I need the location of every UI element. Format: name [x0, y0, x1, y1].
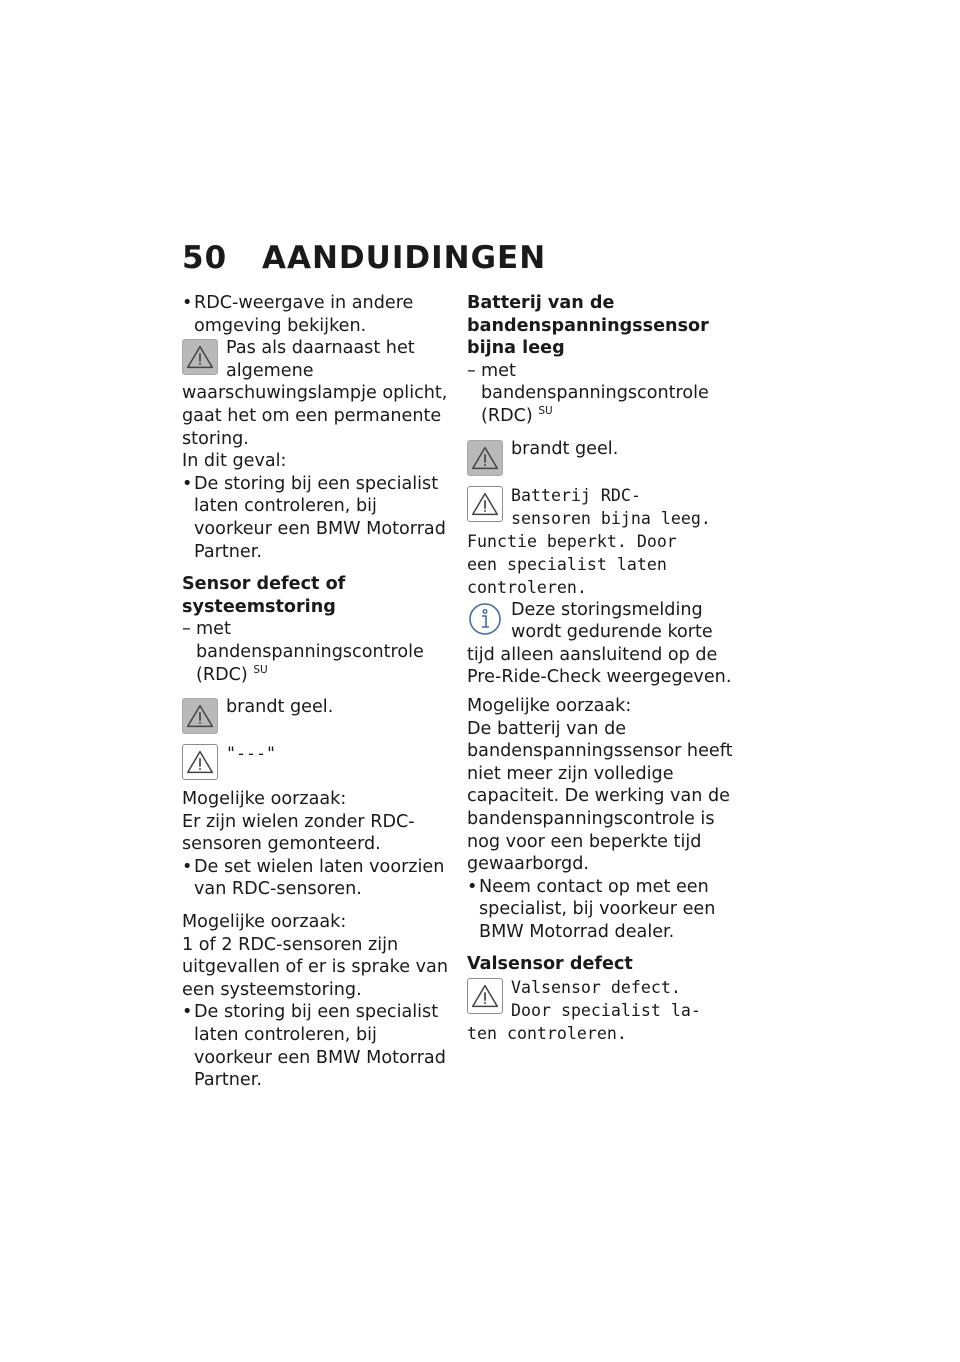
info-icon: [467, 601, 503, 637]
list-item: • De storing bij een specialist laten controleren, bij voorkeur een BMW Motorrad Partner.: [182, 1001, 450, 1091]
display-line: Valsensor defect.: [511, 978, 681, 998]
info-line: Deze storingsmelding: [511, 599, 703, 620]
cause-text: 1 of 2 RDC-sensoren zijn uitgevallen of er is sprake van een systeemstoring.: [182, 934, 448, 1000]
warning-triangle-icon: [182, 339, 218, 375]
section-heading: Batterij van de bandenspanningssensor bijna leeg: [467, 293, 709, 359]
indicator-text: brandt geel.: [511, 438, 619, 459]
cause-text: De batterij van de bandenspanningssensor heeft niet meer zijn volledige capaciteit. De werking van de bandenspanningscontrole is nog voor een beperkte tijd gewaarborgd.: [467, 718, 733, 875]
warning-triangle-icon: [182, 698, 218, 734]
display-line: een specialist laten: [467, 554, 667, 574]
page-title: AANDUIDINGEN: [262, 240, 547, 276]
list-item: • RDC-weergave in andere omgeving bekijken.: [182, 292, 450, 337]
info-text: tijd alleen aansluitend op de Pre-Ride-Check weergegeven.: [467, 644, 732, 688]
display-line: Functie beperkt. Door: [467, 531, 677, 551]
warning-triangle-outline-icon: [467, 978, 503, 1014]
dash-item: – met bandenspanningscontrole: [467, 360, 737, 405]
indicator-row: [182, 696, 450, 736]
display-line: sensoren bijna leeg.: [511, 508, 711, 528]
su-superscript: SU: [538, 404, 553, 417]
warning-triangle-outline-icon: [182, 744, 218, 780]
display-row: [182, 742, 450, 782]
in-dit-geval: In dit geval:: [182, 451, 287, 472]
info-note: [467, 599, 737, 689]
display-line: Batterij RDC-: [511, 485, 641, 505]
cause-text: Er zijn wielen zonder RDC-sensoren gemonteerd.: [182, 811, 415, 855]
section-heading: Sensor defect of systeemstoring: [182, 574, 346, 617]
section-heading: Valsensor defect: [467, 954, 633, 975]
list-item: • De storing bij een specialist laten controleren, bij voorkeur een BMW Motorrad Partner.: [182, 473, 450, 563]
page-number: 50: [182, 240, 228, 276]
list-item: • Neem contact op met een specialist, bij voorkeur een BMW Motorrad dealer.: [467, 876, 737, 944]
indicator-row: [467, 438, 737, 478]
display-line: Door specialist la-: [511, 1001, 701, 1021]
cause-label: Mogelijke oorzaak:: [182, 912, 347, 933]
display-block: [467, 484, 737, 599]
indicator-text: brandt geel.: [226, 697, 334, 718]
display-text: "---": [226, 744, 276, 764]
cause-label: Mogelijke oorzaak:: [182, 789, 347, 810]
rdc-label: (RDC) $^{SU}$: [481, 404, 553, 426]
info-line: wordt gedurende korte: [511, 622, 713, 643]
display-block: [467, 976, 737, 1045]
right-column: [467, 292, 737, 1045]
warning-triangle-icon: [467, 440, 503, 476]
list-item: • De set wielen laten voorzien van RDC-sensoren.: [182, 856, 450, 901]
note-text: Pas als daarnaast het algemene waarschuwingslampje oplicht, gaat het om een permanente storing.: [182, 338, 448, 449]
display-line: controleren.: [467, 577, 587, 597]
left-column: [182, 292, 450, 1092]
su-superscript: SU: [253, 663, 268, 676]
cause-label: Mogelijke oorzaak:: [467, 695, 632, 716]
page-header: [182, 240, 546, 276]
warning-triangle-outline-icon: [467, 486, 503, 522]
rdc-label: (RDC) $^{SU}$: [196, 663, 268, 685]
display-line: ten controleren.: [467, 1024, 627, 1044]
dash-item: – met bandenspanningscontrole: [182, 618, 450, 663]
warning-note: [182, 337, 450, 450]
